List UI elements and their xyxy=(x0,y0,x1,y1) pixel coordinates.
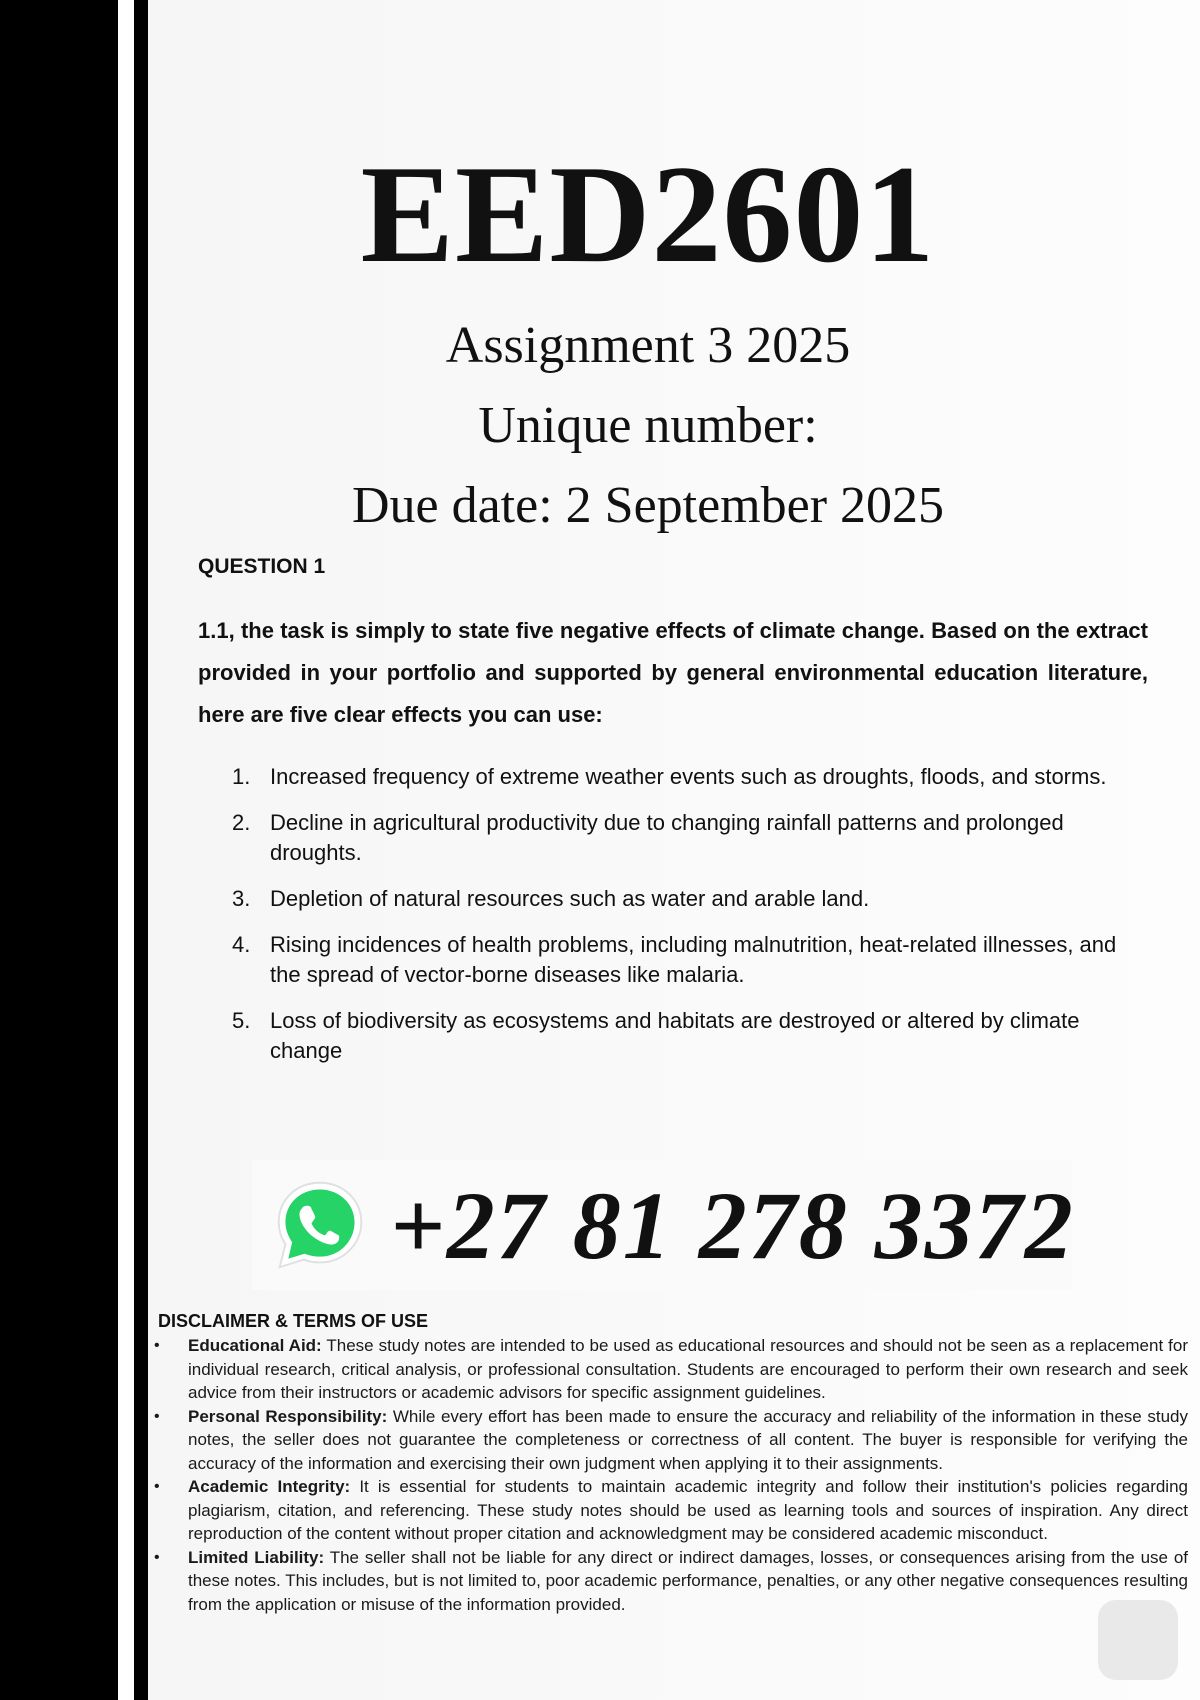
list-item-text: Loss of biodiversity as ecosystems and habitats are destroyed or altered by climate change xyxy=(270,1008,1080,1063)
unique-number: Unique number: xyxy=(478,397,818,454)
list-item xyxy=(148,1475,1188,1546)
disclaimer-label: Limited Liability: xyxy=(188,1547,325,1567)
disclaimer-text: The seller shall not be liable for any direct or indirect damages, losses, or consequences arising from the use of these notes. This includes, but is not limited to, poor academic performance, penalties, or any other negative consequences resulting from the application or misuse of the information provided. xyxy=(188,1547,1189,1614)
bullet-icon: • xyxy=(154,1407,160,1425)
disclaimer-label: Educational Aid: xyxy=(188,1336,322,1355)
list-item xyxy=(232,930,1132,990)
list-item xyxy=(232,884,1132,914)
disclaimer-label: Academic Integrity: xyxy=(188,1477,351,1496)
list-item xyxy=(232,762,1132,792)
list-item xyxy=(148,1546,1188,1617)
disclaimer-text: These study notes are intended to be used as educational resources and should not be seen as a replacement for individual research, critical analysis, or professional consultation. Students are encouraged to perform their own research and seek advice from their instructors or academic advisors for specific assignment guidelines. xyxy=(188,1336,1188,1402)
bullet-icon: • xyxy=(154,1337,160,1354)
disclaimer-title: DISCLAIMER & TERMS OF USE xyxy=(158,1311,429,1331)
whatsapp-icon xyxy=(272,1177,368,1273)
assignment-title: Assignment 3 2025 xyxy=(445,317,851,374)
disclaimer-list xyxy=(148,1334,1188,1616)
phone-number: +27 81 278 3372 xyxy=(390,1171,1075,1279)
bullet-icon: • xyxy=(154,1478,160,1495)
list-item-number: 4. xyxy=(232,932,251,957)
list-item xyxy=(148,1405,1188,1476)
disclaimer-label: Personal Responsibility: xyxy=(188,1406,388,1426)
document-page xyxy=(148,0,1200,1700)
list-item xyxy=(232,1006,1132,1066)
list-item-text: Depletion of natural resources such as water and arable land. xyxy=(270,886,870,911)
course-code: EED2601 xyxy=(360,137,936,292)
effects-list xyxy=(232,762,1132,1082)
floating-action-button[interactable] xyxy=(1098,1600,1178,1680)
list-item-number: 2. xyxy=(232,810,251,835)
left-border-line xyxy=(134,0,148,1700)
due-date: Due date: 2 September 2025 xyxy=(351,477,945,534)
list-item-text: Increased frequency of extreme weather events such as droughts, floods, and storms. xyxy=(270,764,1107,789)
question-heading: QUESTION 1 xyxy=(198,555,326,578)
list-item-number: 3. xyxy=(232,886,251,911)
list-item xyxy=(148,1334,1188,1405)
question-intro: 1.1, the task is simply to state five negative effects of climate change. Based on the extract provided in your portfolio and supported by general environmental education literature, here are five clear effects you can use: xyxy=(198,618,1148,727)
disclaimer-text: It is essential for students to maintain academic integrity and follow their institution's policies regarding plagiarism, citation, and referencing. These study notes should be used as learning tools and sources of inspiration. Any direct reproduction of the content without proper citation and acknowledgment may be considered academic misconduct. xyxy=(188,1477,1188,1543)
list-item-text: Rising incidences of health problems, including malnutrition, heat-related illnesses, and the spread of vector-borne diseases like malaria. xyxy=(270,932,1117,987)
contact-banner xyxy=(252,1160,1075,1290)
list-item xyxy=(232,808,1132,868)
list-item-number: 5. xyxy=(232,1008,251,1033)
bullet-icon: • xyxy=(154,1548,160,1566)
list-item-number: 1. xyxy=(232,764,251,789)
left-border-bar xyxy=(0,0,118,1700)
left-border-gap xyxy=(118,0,134,1700)
list-item-text: Decline in agricultural productivity due to changing rainfall patterns and prolonged droughts. xyxy=(270,810,1064,865)
disclaimer-text: While every effort has been made to ensure the accuracy and reliability of the information in these study notes, the seller does not guarantee the completeness or correctness of all content. The buyer is responsible for verifying the accuracy of the information and exercising their own judgment when applying it to their assignments. xyxy=(188,1406,1188,1473)
